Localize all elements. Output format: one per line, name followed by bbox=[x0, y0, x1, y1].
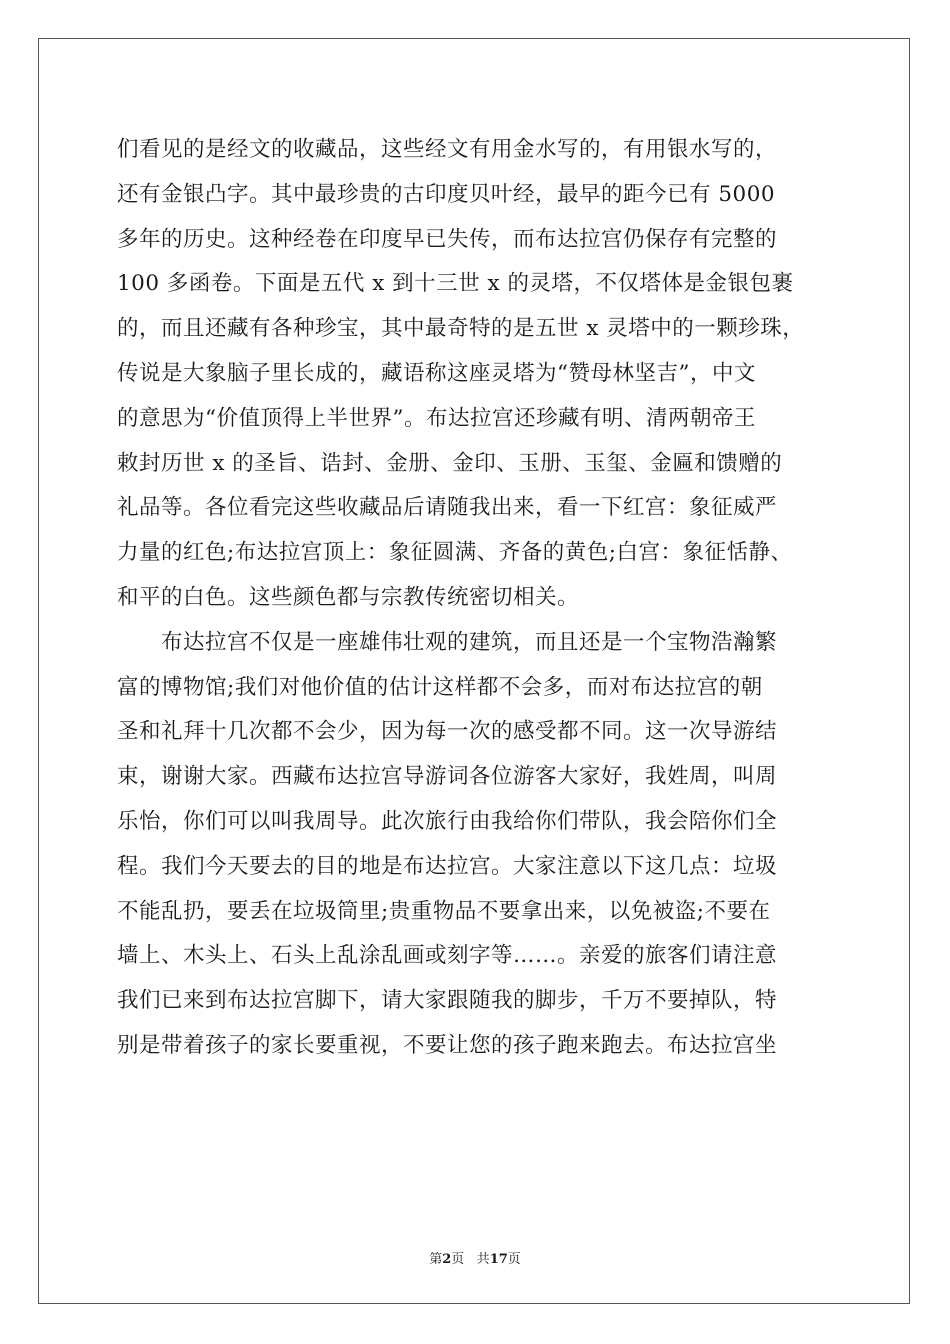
text-line-7: 的意思为“价值顶得上半世界”。布达拉宫还珍藏有明、清两朝帝王 bbox=[117, 405, 756, 431]
text-line-9: 礼品等。各位看完这些收藏品后请随我出来，看一下红宫：象征威严 bbox=[117, 495, 778, 521]
text-line-15: 束，谢谢大家。西藏布达拉宫导游词各位游客大家好，我姓周，叫周 bbox=[117, 764, 778, 790]
text-line-17: 程。我们今天要去的目的地是布达拉宫。大家注意以下这几点：垃圾 bbox=[117, 853, 778, 879]
text-line-19: 墙上、木头上、石头上乱涂乱画或刻字等……。亲爱的旅客们请注意 bbox=[117, 943, 778, 969]
text-line-11: 和平的白色。这些颜色都与宗教传统密切相关。 bbox=[117, 584, 580, 610]
text-line-21: 别是带着孩子的家长要重视，不要让您的孩子跑来跑去。布达拉宫坐 bbox=[117, 1032, 778, 1058]
page-suffix: 页 bbox=[451, 1252, 465, 1267]
text-line-10: 力量的红色;布达拉宫顶上：象征圆满、齐备的黄色;白宫：象征恬静、 bbox=[117, 540, 793, 566]
total-pages: 17 bbox=[489, 1252, 508, 1267]
page-prefix: 第 bbox=[429, 1252, 443, 1267]
text-line-5: 的，而且还藏有各种珍宝，其中最奇特的是五世 x 灵塔中的一颗珍珠， bbox=[117, 316, 805, 342]
page-number: 2 bbox=[442, 1252, 452, 1267]
text-line-6: 传说是大象脑子里长成的，藏语称这座灵塔为“赞母林坚吉”，中文 bbox=[117, 360, 756, 386]
body-text bbox=[117, 128, 837, 1069]
total-suffix: 页 bbox=[507, 1252, 521, 1267]
text-line-4: 100 多函卷。下面是五代 x 到十三世 x 的灵塔，不仅塔体是金银包裹 bbox=[117, 271, 794, 297]
text-line-12: 布达拉宫不仅是一座雄伟壮观的建筑，而且还是一个宝物浩瀚繁 bbox=[117, 629, 778, 655]
page-footer bbox=[0, 1248, 950, 1267]
text-line-20: 我们已来到布达拉宫脚下，请大家跟随我的脚步，千万不要掉队，特 bbox=[117, 988, 778, 1014]
text-line-3: 多年的历史。这种经卷在印度早已失传，而布达拉宫仍保存有完整的 bbox=[117, 226, 778, 252]
total-prefix: 共 bbox=[476, 1252, 490, 1267]
text-line-1: 们看见的是经文的收藏品，这些经文有用金水写的，有用银水写的， bbox=[117, 137, 778, 162]
text-line-8: 敕封历世 x 的圣旨、诰封、金册、金印、玉册、玉玺、金匾和馈赠的 bbox=[117, 450, 783, 476]
text-line-16: 乐怡，你们可以叫我周导。此次旅行由我给你们带队，我会陪你们全 bbox=[117, 808, 778, 834]
text-line-14: 圣和礼拜十几次都不会少，因为每一次的感受都不同。这一次导游结 bbox=[117, 719, 778, 745]
text-line-2: 还有金银凸字。其中最珍贵的古印度贝叶经，最早的距今已有 5000 bbox=[117, 181, 776, 207]
text-line-18: 不能乱扔，要丢在垃圾筒里;贵重物品不要拿出来，以免被盗;不要在 bbox=[117, 898, 771, 924]
text-line-13: 富的博物馆;我们对他价值的估计这样都不会多，而对布达拉宫的朝 bbox=[117, 674, 763, 700]
